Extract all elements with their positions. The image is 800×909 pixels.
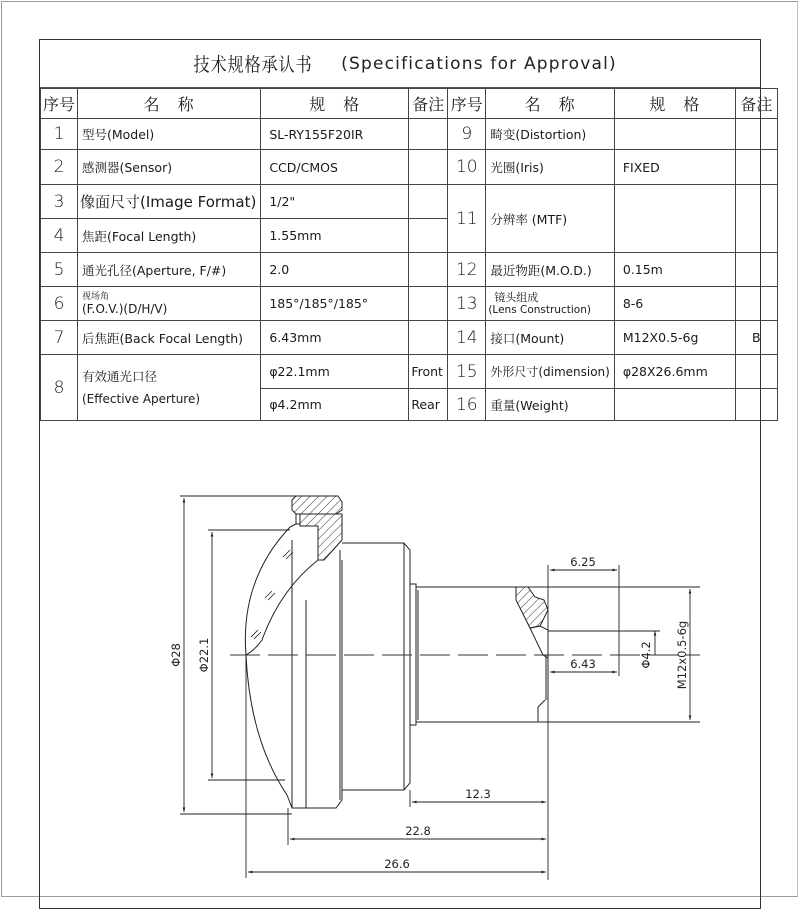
row-no: 15 [448,355,486,389]
row-no: 6 [41,287,78,321]
row-name-en: (F.O.V.)(D/H/V) [82,302,168,316]
row-spec-front: φ22.1mm [261,355,409,389]
row-no: 11 [448,185,486,253]
row-spec: 1.55mm [261,219,409,253]
row-spec [614,119,735,150]
row-spec: SL-RY155F20IR [261,119,409,150]
row-note: B [735,321,777,355]
row-spec: 6.43mm [261,321,409,355]
title-chinese: 技术规格承认书 [193,54,313,76]
table-header-row [41,89,778,119]
row-name [78,355,261,421]
row-spec: M12X0.5-6g [614,321,735,355]
dim-rear-aperture: Φ4.2 [639,641,653,669]
row-name: 后焦距(Back Focal Length) [78,321,261,355]
row-name: 通光孔径(Aperture, F/#) [78,253,261,287]
row-spec [614,185,735,253]
row-no: 13 [448,287,486,321]
row-note [409,321,448,355]
row-note [409,287,448,321]
row-note [409,150,448,185]
row-spec: 1/2" [261,185,409,219]
row-name: 畸变(Distortion) [486,119,615,150]
row-spec-rear: φ4.2mm [261,389,409,421]
row-note [409,219,448,253]
row-name: 像面尺寸(Image Format) [78,185,261,219]
document-title [40,40,760,88]
row-no: 5 [41,253,78,287]
table-row [41,119,778,150]
row-no: 7 [41,321,78,355]
dim-thread: M12x0.5-6g [675,620,689,690]
row-spec [614,389,735,421]
row-no: 1 [41,119,78,150]
row-no: 2 [41,150,78,185]
title-english: (Specifications for Approval) [341,53,617,74]
row-spec: FIXED [614,150,735,185]
row-note [735,287,777,321]
row-name: 感测器(Sensor) [78,150,261,185]
dim-barrel-length: 12.3 [465,787,491,801]
row-name: 最近物距(M.O.D.) [486,253,615,287]
lens-drawing [40,420,760,898]
header-name: 名 称 [78,89,261,119]
header-spec: 规 格 [261,89,409,119]
dim-outer-diameter: Φ28 [169,643,183,667]
row-spec: CCD/CMOS [261,150,409,185]
dim-total-length: 26.6 [384,857,410,871]
row-note-rear: Rear [409,389,448,421]
row-no: 16 [448,389,486,421]
row-spec: 8-6 [614,287,735,321]
row-name: 接口(Mount) [486,321,615,355]
row-name [486,287,615,321]
row-name-cn: 有效通光口径 [82,368,158,384]
row-name-en: (Effective Aperture) [82,391,201,406]
row-name-en: (Lens Construction) [488,303,591,316]
table-row [41,185,778,219]
row-name [78,287,261,321]
row-name: 重量(Weight) [486,389,615,421]
row-spec: 2.0 [261,253,409,287]
header-note-2: 备注 [735,89,777,119]
row-name: 型号(Model) [78,119,261,150]
row-name: 外形尺寸(dimension) [486,355,615,389]
row-spec: 185°/185°/185° [261,287,409,321]
row-no: 8 [41,355,78,421]
table-row [41,355,778,389]
table-row [41,150,778,185]
table-row [41,321,778,355]
row-note [735,119,777,150]
row-no: 3 [41,185,78,219]
dim-back-focal: 6.43 [570,657,596,671]
table-row [41,287,778,321]
row-name: 分辨率 (MTF) [486,185,615,253]
row-no: 14 [448,321,486,355]
header-name-2: 名 称 [486,89,615,119]
header-spec-2: 规 格 [614,89,735,119]
row-note [735,389,777,421]
header-note: 备注 [409,89,448,119]
row-note-front: Front [409,355,448,389]
row-no: 9 [448,119,486,150]
row-spec: φ28X26.6mm [614,355,735,389]
dimension-lines [180,496,700,880]
row-note [409,185,448,219]
row-note [409,253,448,287]
row-no: 4 [41,219,78,253]
header-no: 序号 [41,89,78,119]
row-note [735,185,777,253]
row-note [735,355,777,389]
row-note [735,150,777,185]
row-note [735,253,777,287]
row-no: 10 [448,150,486,185]
table-row [41,253,778,287]
header-no-2: 序号 [448,89,486,119]
dim-body-length: 22.8 [405,824,431,838]
row-no: 12 [448,253,486,287]
row-name: 焦距(Focal Length) [78,219,261,253]
dim-flange: 6.25 [570,555,596,569]
row-spec: 0.15m [614,253,735,287]
row-name-cn: 镜头组成 [494,290,539,304]
dim-front-aperture: Φ22.1 [197,637,211,673]
row-name: 光圈(Iris) [486,150,615,185]
spec-table [40,88,778,421]
lens-outline [245,496,548,808]
row-name-cn: 视场角 [82,292,110,302]
row-note [409,119,448,150]
